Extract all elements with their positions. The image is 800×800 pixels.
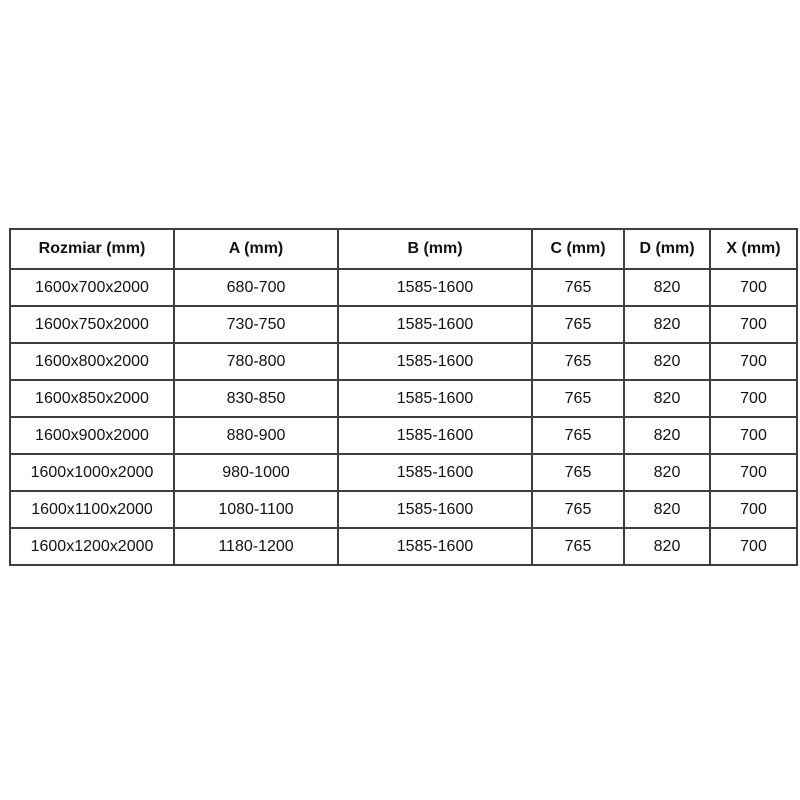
header-cell-d: D (mm) xyxy=(624,229,710,269)
table-cell-x: 700 xyxy=(710,343,797,380)
table-cell-d: 820 xyxy=(624,269,710,306)
table-cell-b: 1585-1600 xyxy=(338,306,532,343)
header-cell-a: A (mm) xyxy=(174,229,338,269)
table-row xyxy=(10,343,797,380)
table-cell-b: 1585-1600 xyxy=(338,269,532,306)
size-specification-table-container xyxy=(9,228,798,566)
table-cell-b: 1585-1600 xyxy=(338,380,532,417)
table-cell-d: 820 xyxy=(624,454,710,491)
table-cell-b: 1585-1600 xyxy=(338,528,532,565)
table-cell-rozmiar: 1600x1100x2000 xyxy=(10,491,174,528)
table-row xyxy=(10,269,797,306)
table-cell-b: 1585-1600 xyxy=(338,417,532,454)
table-row xyxy=(10,528,797,565)
table-cell-rozmiar: 1600x1000x2000 xyxy=(10,454,174,491)
table-cell-rozmiar: 1600x1200x2000 xyxy=(10,528,174,565)
table-cell-a: 730-750 xyxy=(174,306,338,343)
table-header-row xyxy=(10,229,797,269)
table-row xyxy=(10,417,797,454)
table-cell-a: 680-700 xyxy=(174,269,338,306)
table-cell-c: 765 xyxy=(532,343,624,380)
table-cell-a: 1180-1200 xyxy=(174,528,338,565)
table-cell-x: 700 xyxy=(710,380,797,417)
table-cell-b: 1585-1600 xyxy=(338,454,532,491)
header-cell-x: X (mm) xyxy=(710,229,797,269)
table-cell-d: 820 xyxy=(624,343,710,380)
table-cell-x: 700 xyxy=(710,306,797,343)
table-cell-x: 700 xyxy=(710,491,797,528)
table-cell-d: 820 xyxy=(624,417,710,454)
table-cell-d: 820 xyxy=(624,491,710,528)
header-cell-c: C (mm) xyxy=(532,229,624,269)
table-row xyxy=(10,454,797,491)
table-cell-rozmiar: 1600x750x2000 xyxy=(10,306,174,343)
table-cell-a: 780-800 xyxy=(174,343,338,380)
table-cell-d: 820 xyxy=(624,380,710,417)
table-cell-b: 1585-1600 xyxy=(338,491,532,528)
size-specification-table xyxy=(9,228,798,566)
header-cell-b: B (mm) xyxy=(338,229,532,269)
table-cell-d: 820 xyxy=(624,528,710,565)
table-cell-a: 830-850 xyxy=(174,380,338,417)
table-cell-a: 1080-1100 xyxy=(174,491,338,528)
table-row xyxy=(10,306,797,343)
table-cell-x: 700 xyxy=(710,454,797,491)
table-cell-rozmiar: 1600x900x2000 xyxy=(10,417,174,454)
table-cell-x: 700 xyxy=(710,269,797,306)
table-cell-x: 700 xyxy=(710,528,797,565)
table-cell-x: 700 xyxy=(710,417,797,454)
table-cell-rozmiar: 1600x850x2000 xyxy=(10,380,174,417)
header-cell-rozmiar: Rozmiar (mm) xyxy=(10,229,174,269)
table-cell-a: 880-900 xyxy=(174,417,338,454)
table-cell-c: 765 xyxy=(532,417,624,454)
table-cell-d: 820 xyxy=(624,306,710,343)
table-cell-c: 765 xyxy=(532,454,624,491)
table-cell-c: 765 xyxy=(532,269,624,306)
table-cell-b: 1585-1600 xyxy=(338,343,532,380)
table-cell-c: 765 xyxy=(532,380,624,417)
table-cell-c: 765 xyxy=(532,491,624,528)
table-cell-rozmiar: 1600x700x2000 xyxy=(10,269,174,306)
table-cell-c: 765 xyxy=(532,306,624,343)
table-cell-a: 980-1000 xyxy=(174,454,338,491)
table-row xyxy=(10,491,797,528)
table-cell-rozmiar: 1600x800x2000 xyxy=(10,343,174,380)
table-row xyxy=(10,380,797,417)
table-cell-c: 765 xyxy=(532,528,624,565)
